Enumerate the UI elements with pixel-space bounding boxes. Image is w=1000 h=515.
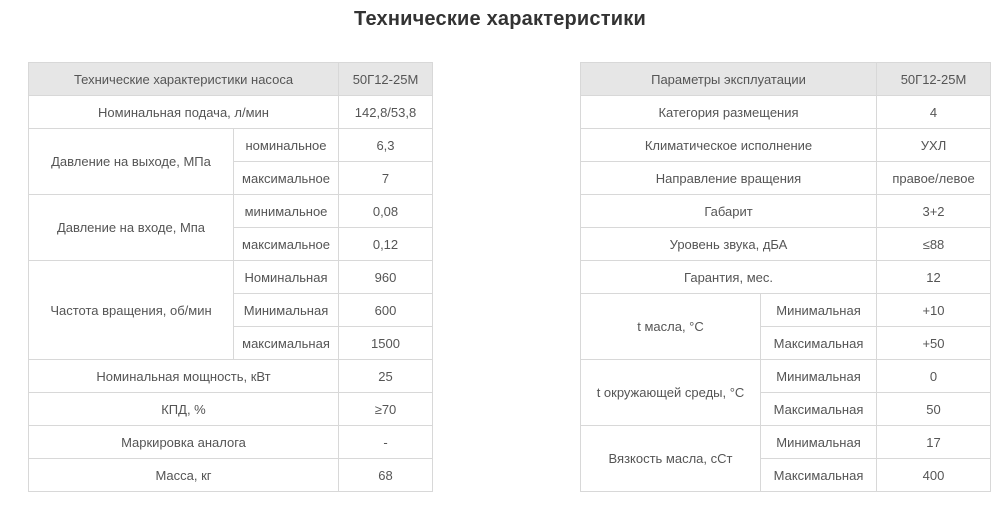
table-row [29,129,433,162]
param-value: 142,8/53,8 [339,96,433,129]
table-row [29,393,433,426]
param-value: 0,12 [339,228,433,261]
sub-param-label: минимальное [234,195,339,228]
param-label: Номинальная мощность, кВт [29,360,339,393]
sub-param-label: максимальное [234,228,339,261]
param-label: Давление на выходе, МПа [29,129,234,195]
param-value: 4 [877,96,991,129]
param-value: 600 [339,294,433,327]
param-value: 12 [877,261,991,294]
param-value: - [339,426,433,459]
table-row [29,261,433,294]
table-row [29,459,433,492]
header-cell-param: Параметры эксплуатации [581,63,877,96]
param-label: КПД, % [29,393,339,426]
table-row [29,360,433,393]
param-label: Масса, кг [29,459,339,492]
param-value: 50 [877,393,991,426]
param-value: 25 [339,360,433,393]
table-row [581,96,991,129]
header-cell-model: 50Г12-25М [339,63,433,96]
table-row [581,162,991,195]
sub-param-label: номинальное [234,129,339,162]
table-row [29,96,433,129]
sub-param-label: максимальное [234,162,339,195]
page-title: Технические характеристики [354,8,646,30]
param-value: 1500 [339,327,433,360]
param-label: t окружающей среды, °C [581,360,761,426]
param-label: Маркировка аналога [29,426,339,459]
param-value: 3+2 [877,195,991,228]
sub-param-label: Минимальная [761,426,877,459]
table-row [581,228,991,261]
param-value: правое/левое [877,162,991,195]
table-row [581,195,991,228]
param-value: 960 [339,261,433,294]
param-value: ≤88 [877,228,991,261]
param-value: УХЛ [877,129,991,162]
table-row [581,261,991,294]
param-label: Вязкость масла, сСт [581,426,761,492]
sub-param-label: Номинальная [234,261,339,294]
table-row [29,195,433,228]
table-row [29,426,433,459]
sub-param-label: Минимальная [761,360,877,393]
param-label: Климатическое исполнение [581,129,877,162]
param-value: 6,3 [339,129,433,162]
param-value: ≥70 [339,393,433,426]
sub-param-label: максимальная [234,327,339,360]
header-cell-model: 50Г12-25М [877,63,991,96]
param-label: Уровень звука, дБА [581,228,877,261]
sub-param-label: Минимальная [761,294,877,327]
operation-params-table [580,62,991,492]
param-value: +50 [877,327,991,360]
param-value: 0 [877,360,991,393]
param-label: Категория размещения [581,96,877,129]
table-row [581,129,991,162]
sub-param-label: Минимальная [234,294,339,327]
table-row [581,294,991,327]
pump-specs-table [28,62,433,492]
param-value: 17 [877,426,991,459]
param-label: Направление вращения [581,162,877,195]
param-label: Частота вращения, об/мин [29,261,234,360]
param-value: 400 [877,459,991,492]
param-value: 7 [339,162,433,195]
param-value: 68 [339,459,433,492]
sub-param-label: Максимальная [761,327,877,360]
sub-param-label: Максимальная [761,459,877,492]
header-cell-param: Технические характеристики насоса [29,63,339,96]
param-label: t масла, °C [581,294,761,360]
table-header-row [29,63,433,96]
param-label: Гарантия, мес. [581,261,877,294]
sub-param-label: Максимальная [761,393,877,426]
table-row [581,360,991,393]
table-header-row [581,63,991,96]
param-label: Габарит [581,195,877,228]
table-row [581,426,991,459]
param-value: 0,08 [339,195,433,228]
param-label: Номинальная подача, л/мин [29,96,339,129]
param-value: +10 [877,294,991,327]
param-label: Давление на входе, Мпа [29,195,234,261]
